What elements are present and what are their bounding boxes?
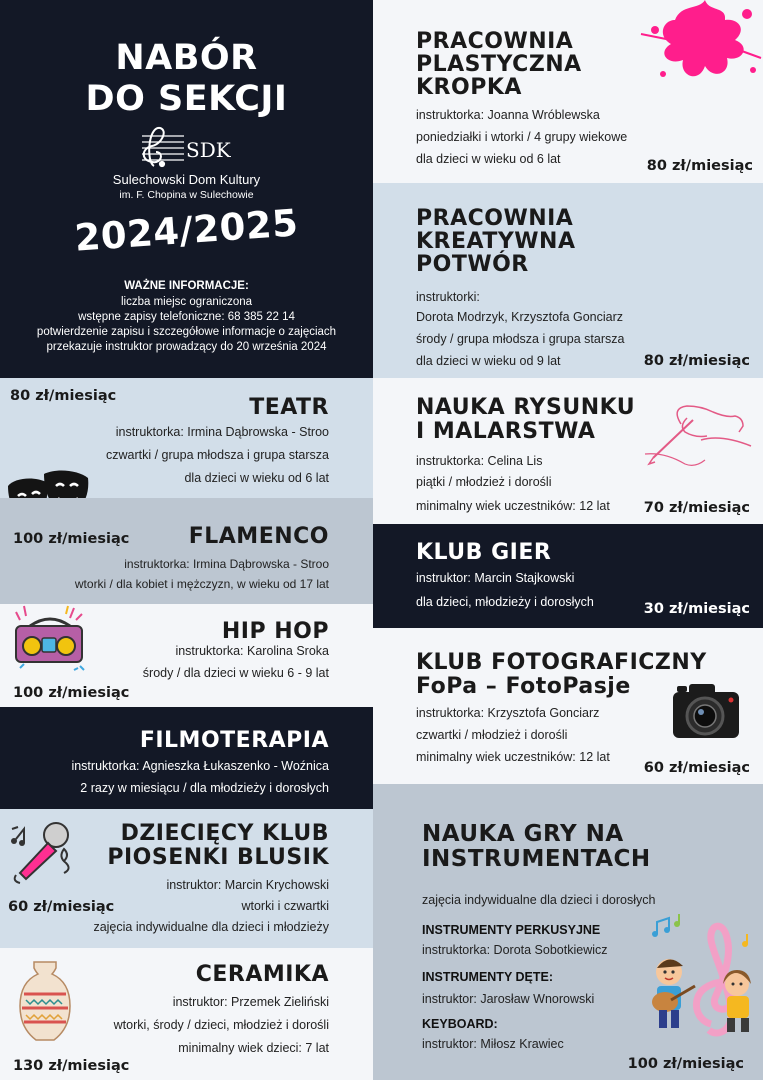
info-line: instruktor: Marcin Stajkowski [416,571,575,585]
camera-icon [671,680,743,746]
price-instrumenty: 100 zł/miesiąc [627,1056,744,1072]
info-klub-gier [416,566,594,614]
info-block [0,295,373,355]
instrument-group-person: instruktor: Jarosław Wnorowski [422,992,595,1006]
price-hiphop: 100 zł/miesiąc [13,685,130,701]
season-year: 2024/2025 [73,201,300,260]
price-ceramika: 130 zł/miesiąc [13,1058,130,1074]
section-filmoterapia [0,707,373,809]
info-klub-foto [416,702,610,768]
info-line: dla dzieci w wieku od 9 lat [416,354,561,368]
title-line: FoPa – FotoPasje [416,674,631,699]
logo-text: SDK [186,138,231,162]
info-line: instruktorka: Agnieszka Łukaszenko - Woźnica [71,759,329,773]
info-line: zajęcia indywidualne dla dzieci i młodzieży [93,920,329,934]
section-kropka [373,0,763,183]
info-line: środy / dla dzieci w wieku 6 - 9 lat [142,666,329,680]
title-instrumenty [422,822,651,872]
title-flamenco: FLAMENCO [188,524,329,549]
info-line: instruktorka: Celina Lis [416,454,543,468]
title-line-2: DO SEKCJI [85,79,288,119]
title-klub-gier: KLUB GIER [416,540,552,565]
title-line: PRACOWNIA [416,206,574,231]
page-title [0,38,373,120]
drawing-hand-icon [641,400,753,474]
info-teatr [106,419,329,492]
info-line: liczba miejsc ograniczona [120,296,253,308]
info-ceramika [114,991,329,1060]
org-name: Sulechowski Dom Kultury [112,172,261,187]
title-kropka [416,30,582,99]
title-line: KREATYWNA [416,229,576,254]
info-line: minimalny wiek uczestników: 12 lat [416,499,610,513]
paint-splash-icon [635,0,763,94]
price-potwor: 80 zł/miesiąc [643,353,750,369]
info-line: minimalny wiek uczestników: 12 lat [416,750,610,764]
price-rysunek: 70 zł/miesiąc [643,500,750,516]
title-line: NAUKA GRY NA [422,821,624,847]
title-hiphop: HIP HOP [221,619,329,644]
instrumenty-intro: zajęcia indywidualne dla dzieci i dorosłych [422,893,656,907]
title-teatr: TEATR [249,395,329,420]
title-line: PIOSENKI BLUSIK [107,845,329,870]
info-title: WAŻNE INFORMACJE: [124,280,249,292]
price-flamenco: 100 zł/miesiąc [13,531,130,547]
title-line: I MALARSTWA [416,419,596,444]
theatre-masks-icon [4,468,94,498]
title-ceramika: CERAMIKA [195,962,329,987]
title-line: INSTRUMENTACH [422,846,651,872]
section-teatr [0,378,373,498]
info-line: środy / grupa młodsza i grupa starsza [416,332,625,346]
info-line: wstępne zapisy telefoniczne: 68 385 22 14 [78,311,295,323]
title-filmoterapia: FILMOTERAPIA [139,728,329,753]
title-klub-foto [416,651,707,699]
title-line: PLASTYCZNA [416,52,582,77]
info-flamenco [75,554,329,594]
info-line: instruktor: Przemek Zieliński [172,995,329,1009]
instrument-group-person: instruktor: Miłosz Krawiec [422,1037,564,1051]
info-rysunek [416,449,610,518]
instrument-group-name: INSTRUMENTY PERKUSYJNE [422,923,601,937]
price-kropka: 80 zł/miesiąc [646,158,753,174]
instrument-group-keyboard [422,1016,564,1055]
title-rysunek [416,396,635,444]
title-line: NAUKA RYSUNKU [416,395,636,420]
info-line: dla dzieci w wieku od 6 lat [416,152,561,166]
title-potwor [416,207,575,276]
info-kropka [416,104,627,170]
info-line: piątki / młodzież i dorośli [416,475,552,489]
info-line: poniedziałki i wtorki / 4 grupy wiekowe [416,130,628,144]
info-line: wtorki, środy / dzieci, młodzież i dorośli [113,1018,329,1032]
org-subtitle: im. F. Chopina w Sulechowie [119,189,254,201]
info-line: potwierdzenie zapisu i szczegółowe informacje o zajęciach [36,326,337,338]
instrument-group-perkusyjne [422,922,608,961]
info-line: wtorki i czwartki [241,899,329,913]
info-filmoterapia [71,755,329,799]
vase-icon [18,960,72,1046]
info-line: minimalny wiek dzieci: 7 lat [178,1041,329,1055]
instrument-group-person: instruktorka: Dorota Sobotkiewicz [422,943,608,957]
info-line: 2 razy w miesiącu / dla młodzieży i dorosłych [80,781,329,795]
info-line: Dorota Modrzyk, Krzysztofa Gonciarz [416,310,624,324]
info-potwor [416,287,624,371]
info-line: instruktorka: Irmina Dąbrowska - Stroo [115,425,329,439]
price-klub-gier: 30 zł/miesiąc [643,601,750,617]
section-rysunek [373,378,763,524]
info-line: dla dzieci, młodzieży i dorosłych [416,595,594,609]
info-line: wtorki / dla kobiet i mężczyzn, w wieku od 17 lat [74,577,329,591]
section-klub-gier [373,524,763,628]
instrument-group-name: INSTRUMENTY DĘTE: [422,970,554,984]
info-hiphop [143,640,329,684]
title-line: KROPKA [416,75,522,100]
info-line: czwartki / młodzież i dorośli [416,728,568,742]
title-line: POTWÓR [416,252,529,277]
instrument-group-name: KEYBOARD: [422,1017,498,1031]
boombox-icon [10,604,90,678]
price-teatr: 80 zł/miesiąc [10,388,117,404]
header-panel [0,0,373,378]
title-line: DZIECIĘCY KLUB [120,821,329,846]
section-blusik [0,809,373,948]
price-blusik: 60 zł/miesiąc [8,899,115,915]
info-line: przekazuje instruktor prowadzący do 20 września 2024 [46,341,327,353]
section-klub-foto [373,628,763,784]
info-line: instruktorka: Karolina Sroka [175,644,329,658]
title-line: KLUB FOTOGRAFICZNY [416,650,707,675]
sdk-logo [132,122,242,170]
kids-music-illustration-icon [635,914,757,1048]
section-flamenco [0,498,373,604]
section-instrumenty [373,784,763,1080]
price-klub-foto: 60 zł/miesiąc [643,760,750,776]
microphone-icon [8,821,78,889]
section-hiphop [0,604,373,707]
title-line: PRACOWNIA [416,29,574,54]
instrument-group-dete [422,969,594,1010]
info-line: instruktor: Marcin Krychowski [166,878,329,892]
title-line-1: NABÓR [115,38,258,78]
info-line: instruktorka: Irmina Dąbrowska - Stroo [124,557,329,571]
info-line: instruktorka: Krzysztofa Gonciarz [416,706,600,720]
info-line: instruktorki: [416,290,480,304]
title-blusik [107,822,329,870]
info-blusik [93,875,329,938]
section-potwor [373,183,763,378]
section-ceramika [0,948,373,1080]
info-line: instruktorka: Joanna Wróblewska [416,108,600,122]
info-line: czwartki / grupa młodsza i grupa starsza [105,448,329,462]
info-line: dla dzieci w wieku od 6 lat [184,471,329,485]
